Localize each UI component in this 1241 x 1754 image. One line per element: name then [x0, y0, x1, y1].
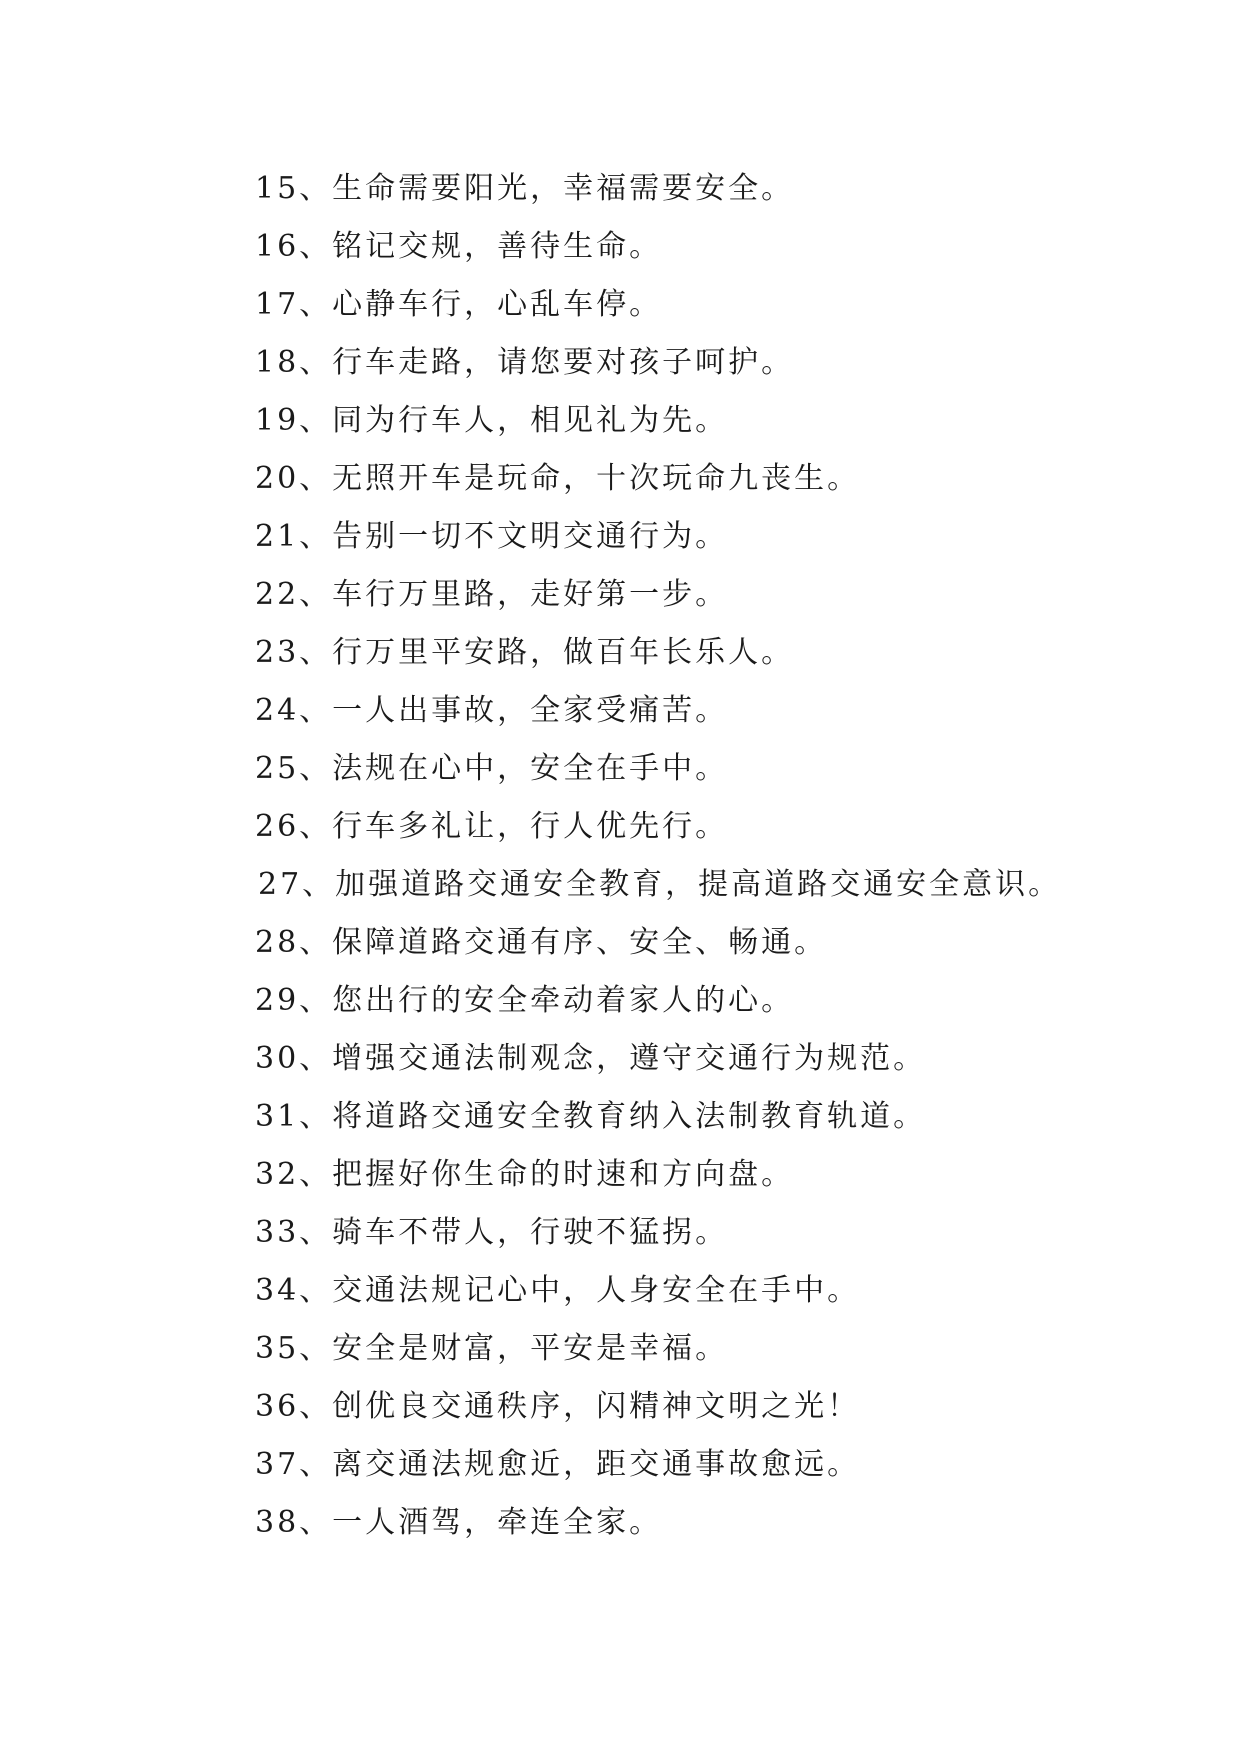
list-item: 32、把握好你生命的时速和方向盘。 — [255, 1157, 795, 1192]
list-item: 15、生命需要阳光，幸福需要安全。 — [255, 171, 795, 206]
list-item: 34、交通法规记心中，人身安全在手中。 — [255, 1273, 861, 1308]
list-item: 31、将道路交通安全教育纳入法制教育轨道。 — [255, 1099, 927, 1134]
list-item: 38、一人酒驾，牵连全家。 — [255, 1505, 663, 1540]
slogan-list — [255, 160, 1195, 1552]
list-item: 22、车行万里路，走好第一步。 — [255, 577, 729, 612]
list-item: 17、心静车行，心乱车停。 — [255, 287, 663, 322]
list-item: 23、行万里平安路，做百年长乐人。 — [255, 635, 795, 670]
list-item: 29、您出行的安全牵动着家人的心。 — [255, 983, 795, 1018]
list-item: 20、无照开车是玩命，十次玩命九丧生。 — [255, 461, 861, 496]
list-item: 16、铭记交规，善待生命。 — [255, 229, 663, 264]
list-item: 21、告别一切不文明交通行为。 — [255, 519, 729, 554]
list-item: 28、保障道路交通有序、安全、畅通。 — [255, 925, 828, 960]
list-item: 18、行车走路，请您要对孩子呵护。 — [255, 345, 795, 380]
list-item: 24、一人出事故，全家受痛苦。 — [255, 693, 729, 728]
list-item: 30、增强交通法制观念，遵守交通行为规范。 — [255, 1041, 927, 1076]
list-item: 33、骑车不带人，行驶不猛拐。 — [255, 1215, 729, 1250]
list-item: 25、法规在心中，安全在手中。 — [255, 751, 729, 786]
list-item: 26、行车多礼让，行人优先行。 — [255, 809, 729, 844]
list-item: 19、同为行车人，相见礼为先。 — [255, 403, 729, 438]
list-item: 36、创优良交通秩序，闪精神文明之光！ — [255, 1389, 861, 1424]
list-item: 37、离交通法规愈近，距交通事故愈远。 — [255, 1447, 861, 1482]
list-item: 27、加强道路交通安全教育，提高道路交通安全意识。 — [258, 867, 1062, 902]
list-item: 35、安全是财富，平安是幸福。 — [255, 1331, 729, 1366]
